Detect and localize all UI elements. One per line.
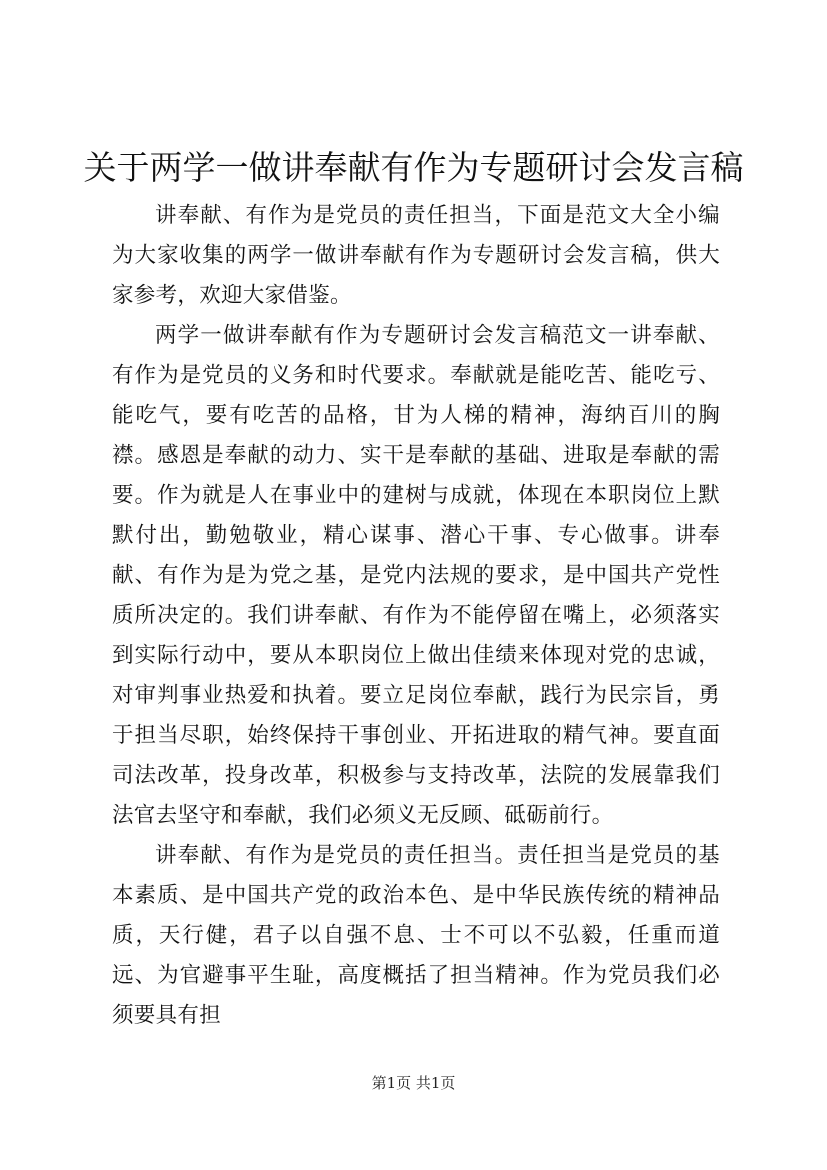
paragraph-responsibility: 讲奉献、有作为是党员的责任担当。责任担当是党员的基本素质、是中国共产党的政治本色、是中华民族传统的精神品质，天行健，君子以自强不息、士不可以不弘毅，任重而道远、为官避事平生耻，高度概括了担当精神。作为党员我们必须要具有担 (112, 843, 720, 1028)
page-number-footer: 第1页 共1页 (371, 1074, 456, 1092)
document-body (112, 196, 720, 1036)
paragraph-intro: 讲奉献、有作为是党员的责任担当，下面是范文大全小编为大家收集的两学一做讲奉献有作为专题研讨会发言稿，供大家参考，欢迎大家借鉴。 (112, 203, 720, 308)
paragraph-sample-one: 两学一做讲奉献有作为专题研讨会发言稿范文一讲奉献、有作为是党员的义务和时代要求。奉献就是能吃苦、能吃亏、能吃气，要有吃苦的品格，甘为人梯的精神，海纳百川的胸襟。感恩是奉献的动力、实干是奉献的基础、进取是奉献的需要。作为就是人在事业中的建树与成就，体现在本职岗位上默默付出，勤勉敬业，精心谋事、潜心干事、专心做事。讲奉献、有作为是为党之基，是党内法规的要求，是中国共产党性质所决定的。我们讲奉献、有作为不能停留在嘴上，必须落实到实际行动中，要从本职岗位上做出佳绩来体现对党的忠诚，对审判事业热爱和执着。要立足岗位奉献，践行为民宗旨，勇于担当尽职，始终保持干事创业、开拓进取的精气神。要直面司法改革，投身改革，积极参与支持改革，法院的发展靠我们法官去坚守和奉献，我们必须义无反顾、砥砺前行。 (112, 323, 720, 828)
document-title: 关于两学一做讲奉献有作为专题研讨会发言稿 (83, 148, 744, 187)
